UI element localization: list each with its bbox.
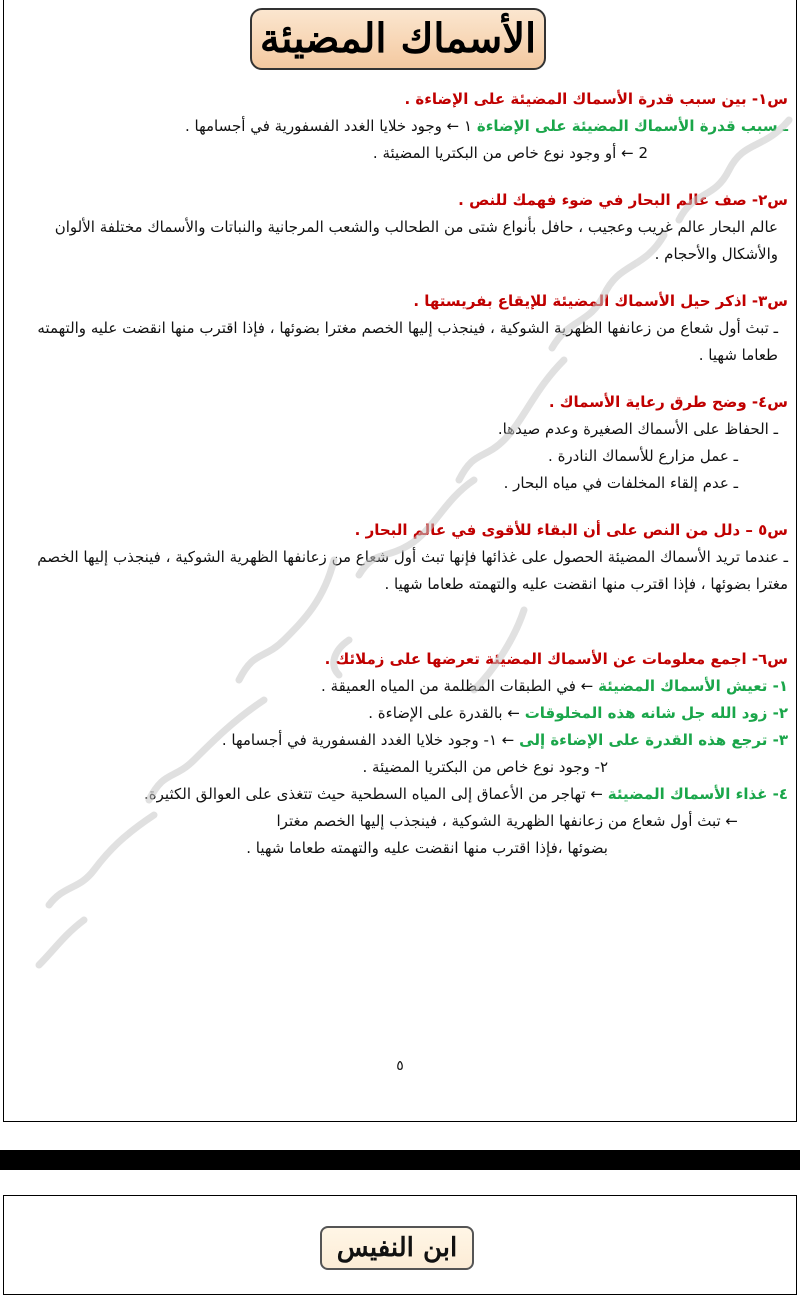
page-2-title: ابن النفيس	[320, 1226, 474, 1270]
info-item-2	[14, 700, 788, 727]
worksheet-content	[14, 86, 788, 882]
care-item-2: ـ عمل مزارع للأسماك النادرة .	[548, 447, 738, 465]
info-item-3-text: ← ١- وجود خلايا الغدد الفسفورية في أجسامها .	[221, 731, 515, 749]
question-3: س٣- اذكر حيل الأسماك المضيئة للإيقاع بفريستها .	[413, 292, 788, 310]
question-3-block	[14, 288, 788, 369]
info-item-3-label: ٣- ترجع هذه القدرة على الإضاءة إلى	[519, 731, 788, 749]
answer-2: عالم البحار عالم غريب وعجيب ، حافل بأنواع شتى من الطحالب والشعب المرجانية والنباتات والأسماك مختلفة الألوان والأشكال والأحجام .	[54, 218, 778, 263]
info-item-4-sub-2: بضوئها ،فإذا اقترب منها انقضت عليه والتهمته طعاما شهيا .	[246, 839, 608, 857]
question-6: س٦- اجمع معلومات عن الأسماك المضيئة تعرضها على زملائك .	[324, 650, 788, 668]
info-item-4-text: ← تهاجر من الأعماق إلى المياه السطحية حيث تتغذى على العوالق الكثيرة.	[144, 785, 603, 803]
info-item-4	[14, 781, 788, 808]
question-2: س٢- صف عالم البحار في ضوء فهمك للنص .	[458, 191, 788, 209]
question-4-block	[14, 389, 788, 497]
question-1-block	[14, 86, 788, 167]
question-6-block	[14, 646, 788, 862]
info-item-3-sub: ٢- وجود نوع خاص من البكتريا المضيئة .	[362, 758, 608, 776]
info-item-1	[14, 673, 788, 700]
watermark-text: إعداد أ / أبو هيف رجاء حميدة	[4, 0, 17, 1]
page-separator	[0, 1150, 800, 1170]
info-item-4-label: ٤- غذاء الأسماك المضيئة	[607, 785, 788, 803]
answer-1-point-1: ١ ← وجود خلايا الغدد الفسفورية في أجسامها .	[184, 117, 473, 135]
question-2-block	[14, 187, 788, 268]
care-item-3: ـ عدم إلقاء المخلفات في مياه البحار .	[503, 474, 738, 492]
info-item-2-label: ٢- زود الله جل شانه هذه المخلوقات	[524, 704, 788, 722]
info-item-1-text: ← في الطبقات المظلمة من المياه العميقة .	[321, 677, 594, 695]
info-item-1-label: ١- تعيش الأسماك المضيئة	[598, 677, 788, 695]
worksheet-page-1	[3, 0, 797, 1122]
question-1: س١- بين سبب قدرة الأسماك المضيئة على الإضاءة .	[404, 90, 788, 108]
question-5: س٥ – دلل من النص على أن البقاء للأقوى في عالم البحار .	[354, 521, 788, 539]
page-title: الأسماك المضيئة	[250, 8, 546, 70]
worksheet-page-2	[3, 1195, 797, 1295]
answer-5: ـ عندما تريد الأسماك المضيئة الحصول على غذائها فإنها تبث أول شعاع من زعانفها الظهرية الشوكية ، فينجذب إليها الخصم مغترا بضوئها ، فإذا اقترب منها انقضت عليه والتهمته طعاما شهيا .	[37, 548, 788, 593]
page-number: ٥	[396, 1058, 404, 1074]
info-item-2-text: ← بالقدرة على الإضاءة .	[368, 704, 520, 722]
answer-1-point-2: 2 ← أو وجود نوع خاص من البكتريا المضيئة .	[372, 144, 648, 162]
answer-1-line-1	[14, 113, 788, 140]
answer-3: ـ تبث أول شعاع من زعانفها الظهرية الشوكية ، فينجذب إليها الخصم مغترا بضوئها ، فإذا اقترب منها انقضت عليه والتهمته طعاما شهيا .	[37, 319, 778, 364]
question-5-block	[14, 517, 788, 598]
care-item-1: ـ الحفاظ على الأسماك الصغيرة وعدم صيدها.	[497, 420, 778, 438]
info-item-3	[14, 727, 788, 754]
question-4: س٤- وضح طرق رعاية الأسماك .	[548, 393, 788, 411]
info-item-4-sub-1: ← تبث أول شعاع من زعانفها الظهرية الشوكية ، فينجذب إليها الخصم مغترا	[276, 812, 738, 830]
answer-1-label: ـ سبب قدرة الأسماك المضيئة على الإضاءة	[476, 117, 788, 135]
